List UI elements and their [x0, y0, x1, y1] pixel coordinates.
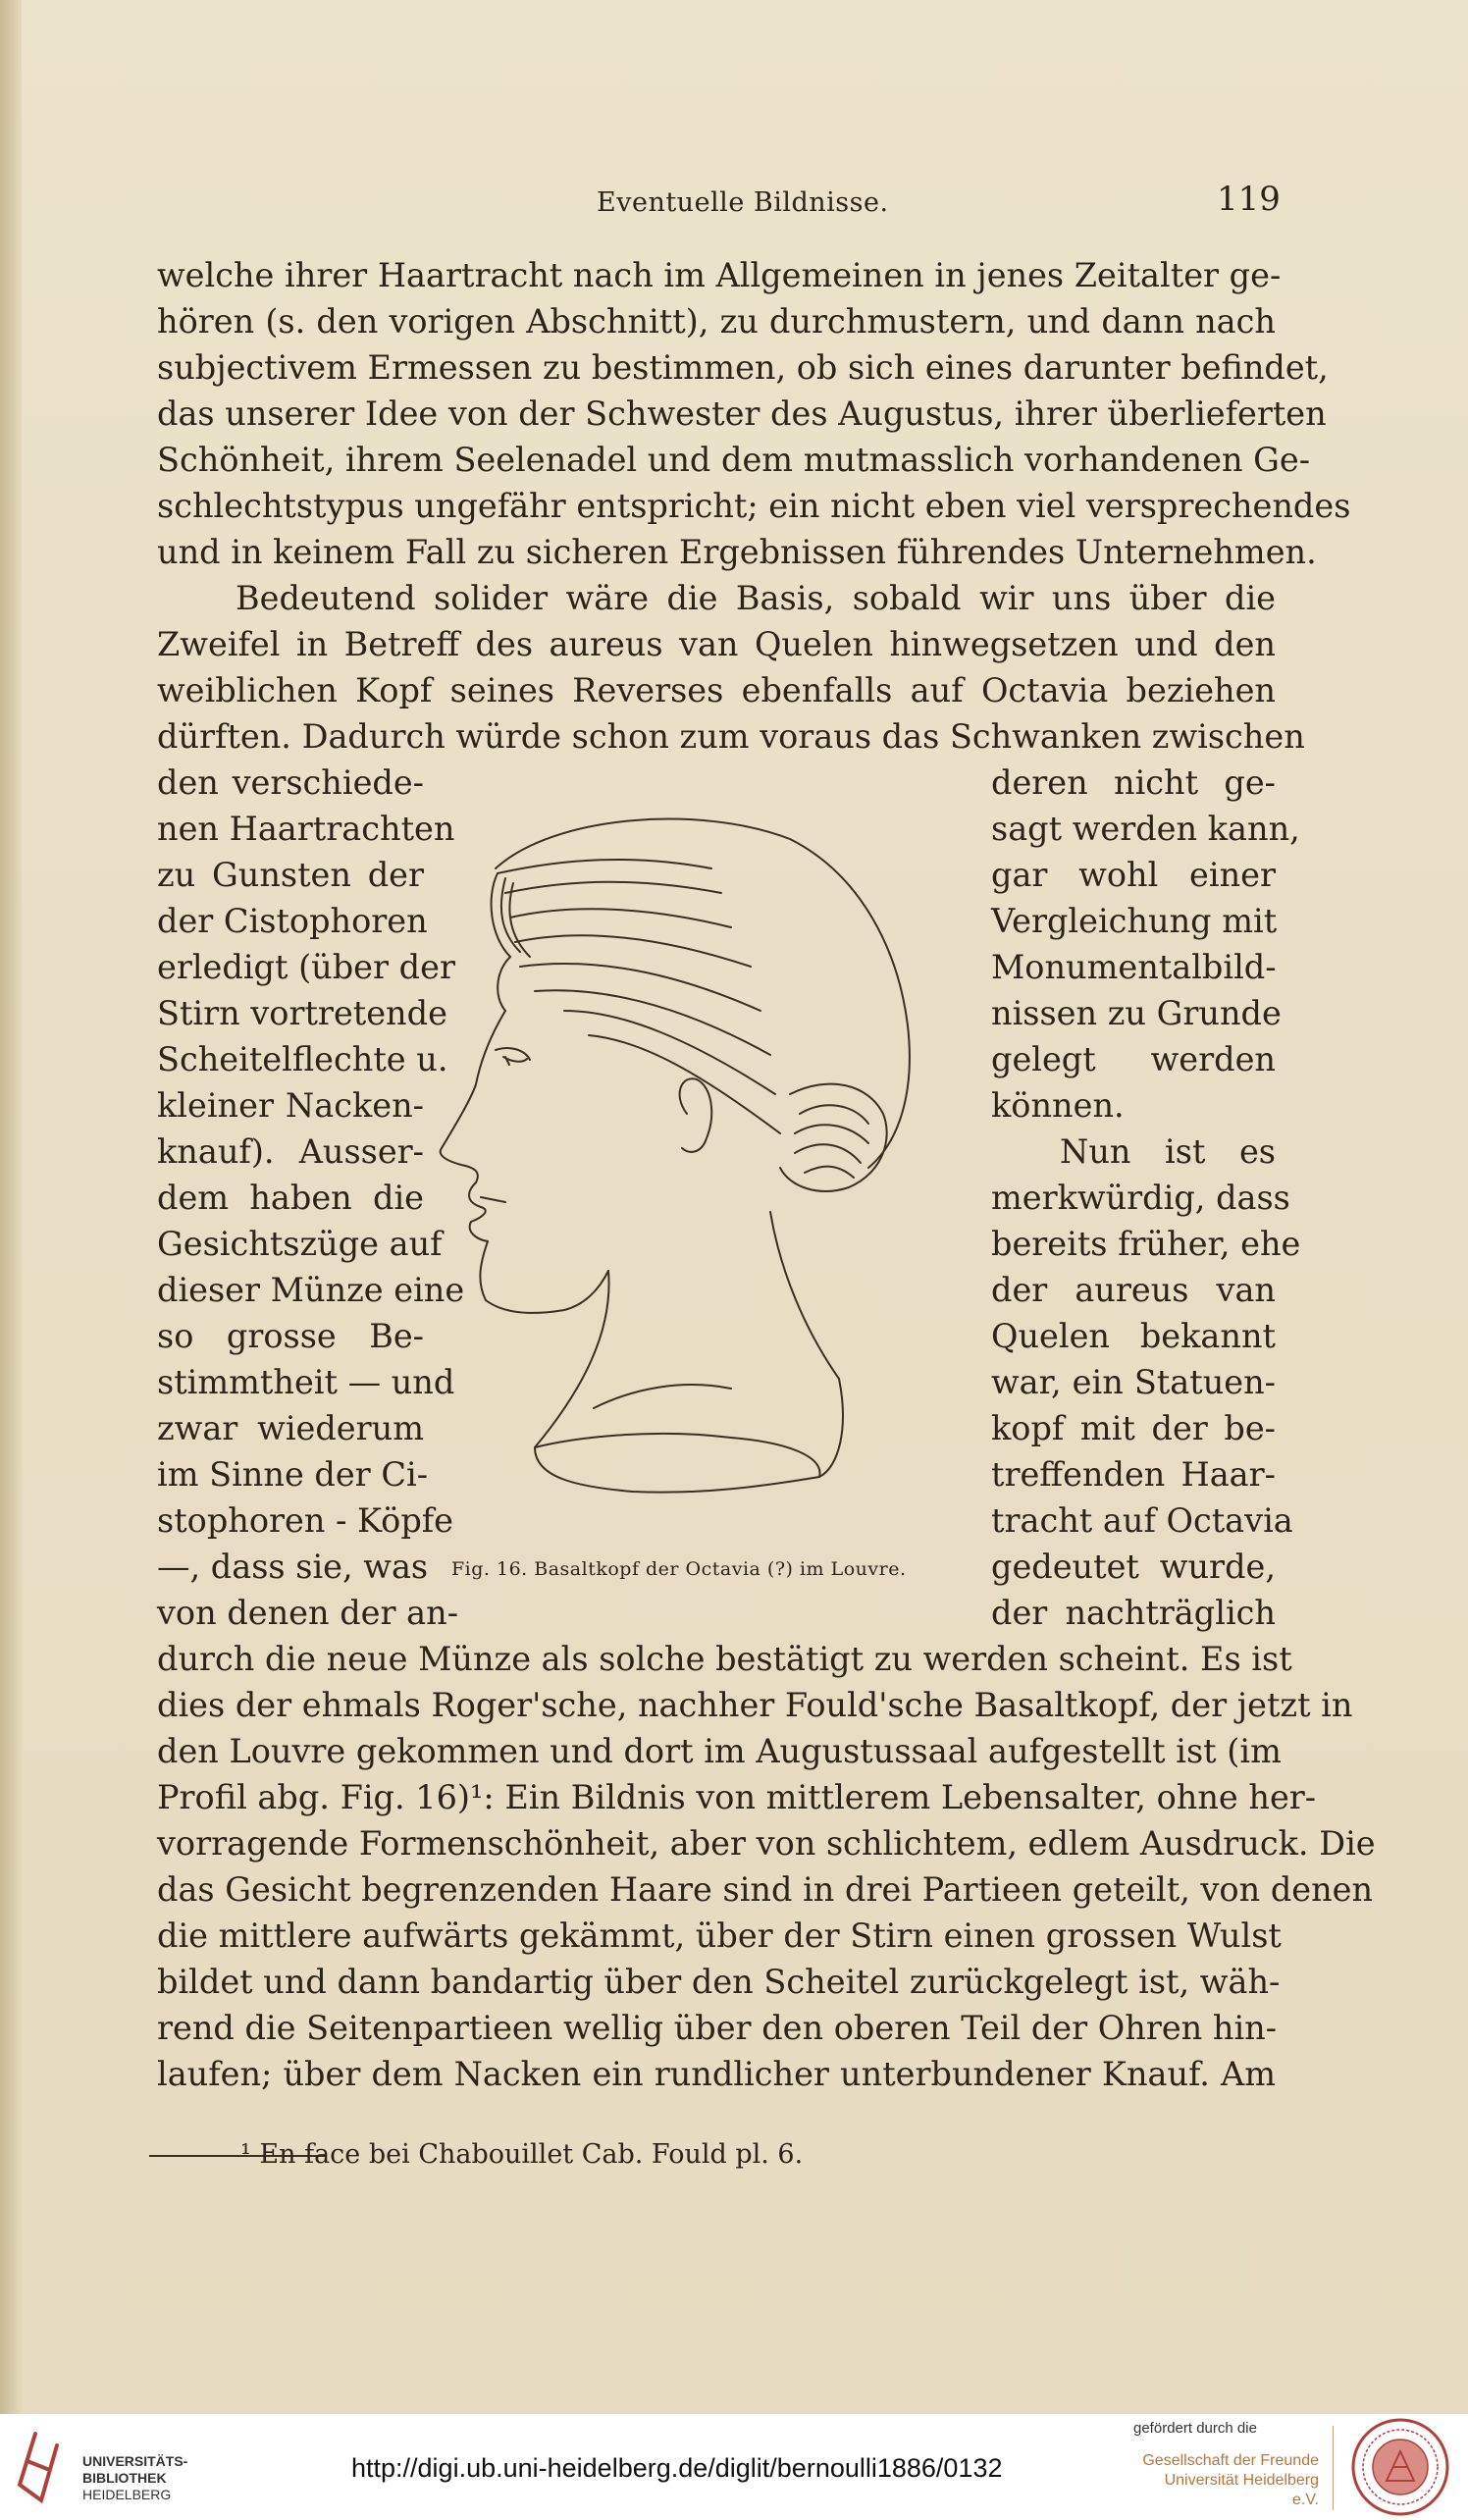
body-line: und in keinem Fall zu sicheren Ergebnissen führendes Unternehmen.: [157, 533, 1317, 571]
left-column-line: nen Haartrachten: [157, 810, 455, 848]
body-line: dies der ehmals Roger'sche, nachher Fould'sche Basaltkopf, der jetzt in: [157, 1686, 1353, 1724]
right-column-line: Nun ist es: [1060, 1132, 1276, 1171]
left-column-line: erledigt (über der: [157, 948, 455, 986]
body-line: rend die Seitenpartieen wellig über den oberen Teil der Ohren hin-: [157, 2009, 1278, 2047]
left-column-line: von denen der an-: [157, 1594, 459, 1632]
body-line: weiblichen Kopf seines Reverses ebenfalls auf Octavia beziehen: [157, 671, 1276, 709]
right-column-line: der nachträglich: [991, 1594, 1276, 1632]
body-line: subjectivem Ermessen zu bestimmen, ob sich eines darunter befindet,: [157, 348, 1329, 387]
body-line: laufen; über dem Nacken ein rundlicher unterbundener Knauf. Am: [157, 2055, 1276, 2093]
figure-basalt-head: [437, 800, 976, 1585]
left-column-line: Stirn vortretende: [157, 994, 447, 1032]
library-logo-line: HEIDELBERG: [82, 2487, 172, 2502]
body-line: durch die neue Münze als solche bestätigt zu werden scheint. Es ist: [157, 1640, 1292, 1678]
body-line: welche ihrer Haartracht nach im Allgemeinen in jenes Zeitalter ge-: [157, 256, 1282, 294]
left-column-line: dem haben die: [157, 1179, 424, 1217]
right-column-line: Monumentalbild-: [991, 948, 1277, 986]
right-column-line: gedeutet wurde,: [991, 1548, 1276, 1586]
body-line: vorragende Formenschönheit, aber von schlichtem, edlem Ausdruck. Die: [157, 1824, 1376, 1863]
footer-divider: [1333, 2426, 1334, 2510]
right-column-line: tracht auf Octavia: [991, 1501, 1293, 1540]
body-line: bildet und dann bandartig über den Scheitel zurückgelegt ist, wäh-: [157, 1963, 1281, 2001]
left-column-line: der Cistophoren: [157, 902, 428, 940]
right-column-line: Vergleichung mit: [991, 902, 1278, 940]
right-column-line: Quelen bekannt: [991, 1317, 1276, 1355]
funded-by-label: gefördert durch die: [1133, 2420, 1257, 2437]
left-column-line: den verschiede-: [157, 763, 424, 802]
left-column-line: Scheitelflechte u.: [157, 1040, 448, 1078]
right-column-line: der aureus van: [991, 1271, 1276, 1309]
left-column-line: Gesichtszüge auf: [157, 1225, 443, 1263]
permalink-url[interactable]: http://digi.ub.uni-heidelberg.de/diglit/bernoulli1886/0132: [351, 2453, 1003, 2483]
society-name[interactable]: [1142, 2451, 1319, 2510]
library-logo-text: [82, 2453, 187, 2503]
head-profile-drawing: [437, 800, 976, 1565]
page-edge-shadow: [0, 0, 22, 2414]
library-logo[interactable]: [14, 2426, 200, 2510]
body-line: Bedeutend solider wäre die Basis, sobald wir uns über die: [236, 579, 1276, 617]
left-column-line: dieser Münze eine: [157, 1271, 465, 1309]
left-column-line: stophoren - Köpfe: [157, 1501, 454, 1540]
society-line: Gesellschaft der Freunde: [1142, 2452, 1319, 2469]
left-column-line: kleiner Nacken-: [157, 1086, 424, 1125]
university-seal-icon: [1349, 2416, 1451, 2518]
body-line: schlechtstypus ungefähr entspricht; ein nicht eben viel versprechendes: [157, 487, 1351, 525]
body-line: Schönheit, ihrem Seelenadel und dem mutmasslich vorhandenen Ge-: [157, 441, 1311, 479]
body-line: den Louvre gekommen und dort im Augustussaal aufgestellt ist (im: [157, 1732, 1282, 1770]
right-column-line: bereits früher, ehe: [991, 1225, 1301, 1263]
left-column-line: —, dass sie, was: [157, 1548, 429, 1586]
left-column-line: so grosse Be-: [157, 1317, 424, 1355]
body-line: dürften. Dadurch würde schon zum voraus das Schwanken zwischen: [157, 717, 1305, 756]
page-number: 119: [1217, 180, 1281, 219]
left-column-line: zwar wiederum: [157, 1409, 424, 1447]
right-column-line: sagt werden kann,: [991, 810, 1300, 848]
body-line: hören (s. den vorigen Abschnitt), zu durchmustern, und dann nach: [157, 302, 1276, 341]
footnote: ¹ En face bei Chabouillet Cab. Fould pl. 6.: [240, 2139, 804, 2170]
library-logo-line: UNIVERSITÄTS-: [82, 2453, 188, 2469]
body-line: die mittlere aufwärts gekämmt, über der Stirn einen grossen Wulst: [157, 1916, 1282, 1955]
right-column-line: merkwürdig, dass: [991, 1179, 1290, 1217]
society-line: Universität Heidelberg e.V.: [1164, 2472, 1319, 2508]
body-line: Zweifel in Betreff des aureus van Quelen hinwegsetzen und den: [157, 625, 1276, 663]
page-header: [0, 180, 1468, 229]
body-line: Profil abg. Fig. 16)¹: Ein Bildnis von mittlerem Lebensalter, ohne her-: [157, 1778, 1317, 1816]
right-column-line: nissen zu Grunde: [991, 994, 1282, 1032]
left-column-line: knauf). Ausser-: [157, 1132, 424, 1171]
right-column-line: kopf mit der be-: [991, 1409, 1276, 1447]
library-logo-line: BIBLIOTHEK: [82, 2470, 167, 2486]
right-column-line: treffenden Haar-: [991, 1455, 1276, 1494]
right-column-line: deren nicht ge-: [991, 763, 1276, 802]
library-logo-icon: [14, 2426, 63, 2504]
right-column-line: war, ein Statuen-: [991, 1363, 1276, 1401]
running-head: Eventuelle Bildnisse.: [597, 187, 889, 218]
right-column-line: gar wohl einer: [991, 856, 1276, 894]
left-column-line: im Sinne der Ci-: [157, 1455, 429, 1494]
left-column-line: stimmtheit — und: [157, 1363, 455, 1401]
right-column-line: gelegt werden: [991, 1040, 1276, 1078]
figure-caption: Fig. 16. Basaltkopf der Octavia (?) im Louvre.: [451, 1558, 907, 1580]
body-line: das unserer Idee von der Schwester des Augustus, ihrer überlieferten: [157, 394, 1327, 433]
digitization-footer: [0, 2414, 1468, 2520]
right-column-line: können.: [991, 1086, 1125, 1125]
left-column-line: zu Gunsten der: [157, 856, 424, 894]
body-line: das Gesicht begrenzenden Haare sind in drei Partieen geteilt, von denen: [157, 1870, 1374, 1909]
